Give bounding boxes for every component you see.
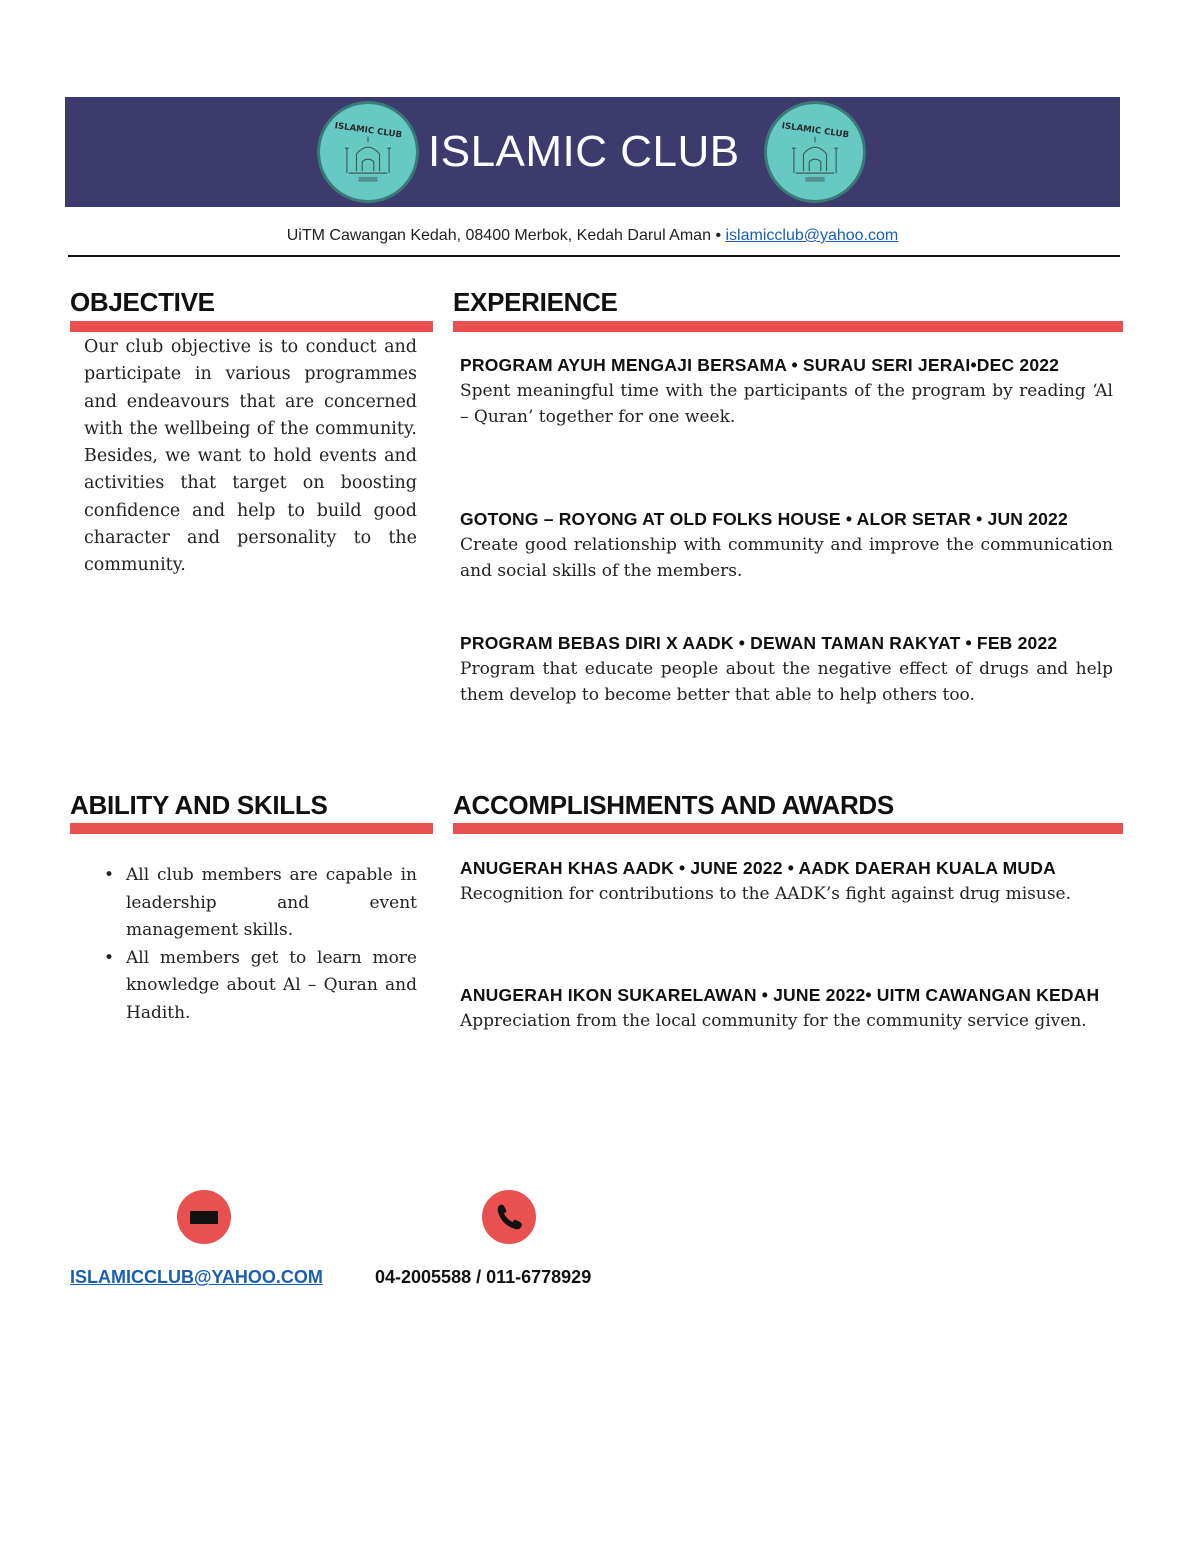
contact-line — [65, 224, 1120, 248]
skills-accent-bar — [70, 823, 433, 834]
club-logo-right — [764, 101, 866, 203]
award-title: ANUGERAH IKON SUKARELAWAN • JUNE 2022• UITM CAWANGAN KEDAH — [460, 985, 1100, 1005]
award-item — [460, 982, 1113, 1035]
page-title: ISLAMIC CLUB — [428, 127, 740, 176]
experience-description: Spent meaningful time with the participants of the program by reading ‘Al – Quran’ together for one week. — [460, 381, 1113, 427]
experience-item — [460, 630, 1113, 708]
mosque-logo-icon — [320, 104, 416, 200]
objective-heading: OBJECTIVE — [70, 287, 215, 317]
award-item — [460, 855, 1113, 908]
objective-accent-bar — [70, 321, 433, 332]
club-logo-left — [317, 101, 419, 203]
skills-item: • All members get to learn more knowledge about Al – Quran and Hadith. — [104, 945, 417, 1028]
address-text: UiTM Cawangan Kedah, 08400 Merbok, Kedah Darul Aman — [286, 227, 711, 244]
experience-accent-bar — [453, 321, 1123, 332]
email-icon — [177, 1190, 231, 1244]
experience-description: Program that educate people about the negative effect of drugs and help them develop to become better that able to help others too. — [460, 659, 1113, 705]
experience-item — [460, 352, 1113, 430]
experience-title: PROGRAM AYUH MENGAJI BERSAMA • SURAU SERI JERAI•DEC 2022 — [460, 355, 1060, 375]
skills-item: • All club members are capable in leadership and event management skills. — [104, 862, 417, 945]
svg-text:ISLAMIC CLUB: ISLAMIC CLUB — [781, 121, 850, 141]
email-link[interactable]: islamicclub@yahoo.com — [725, 227, 899, 244]
award-description: Recognition for contributions to the AADK’s fight against drug misuse. — [460, 884, 1072, 904]
awards-accent-bar — [453, 823, 1123, 834]
svg-text:ISLAMIC CLUB: ISLAMIC CLUB — [334, 121, 403, 141]
footer-phone: 04-2005588 / 011-6778929 — [375, 1267, 592, 1287]
experience-title: PROGRAM BEBAS DIRI X AADK • DEWAN TAMAN RAKYAT • FEB 2022 — [460, 633, 1058, 653]
award-title: ANUGERAH KHAS AADK • JUNE 2022 • AADK DAERAH KUALA MUDA — [460, 858, 1056, 878]
phone-icon — [482, 1190, 536, 1244]
skills-list — [104, 862, 417, 1027]
skills-heading: ABILITY AND SKILLS — [70, 790, 328, 820]
experience-heading: EXPERIENCE — [453, 287, 618, 317]
awards-heading: ACCOMPLISHMENTS AND AWARDS — [453, 790, 894, 820]
mosque-logo-icon — [767, 104, 863, 200]
award-description: Appreciation from the local community for the community service given. — [460, 1011, 1087, 1031]
experience-description: Create good relationship with community and improve the communication and social skills of the members. — [460, 535, 1113, 581]
footer-email-link[interactable]: ISLAMICCLUB@YAHOO.COM — [70, 1267, 323, 1287]
objective-text: Our club objective is to conduct and participate in various programmes and endeavours that are concerned with the wellbeing of the community. Besides, we want to hold events and activities that target on boosting confidence and help to build good character and personality to the community. — [84, 337, 417, 576]
experience-title: GOTONG – ROYONG AT OLD FOLKS HOUSE • ALOR SETAR • JUN 2022 — [460, 509, 1068, 529]
experience-item — [460, 506, 1113, 584]
divider — [68, 255, 1120, 257]
separator: • — [715, 227, 722, 244]
